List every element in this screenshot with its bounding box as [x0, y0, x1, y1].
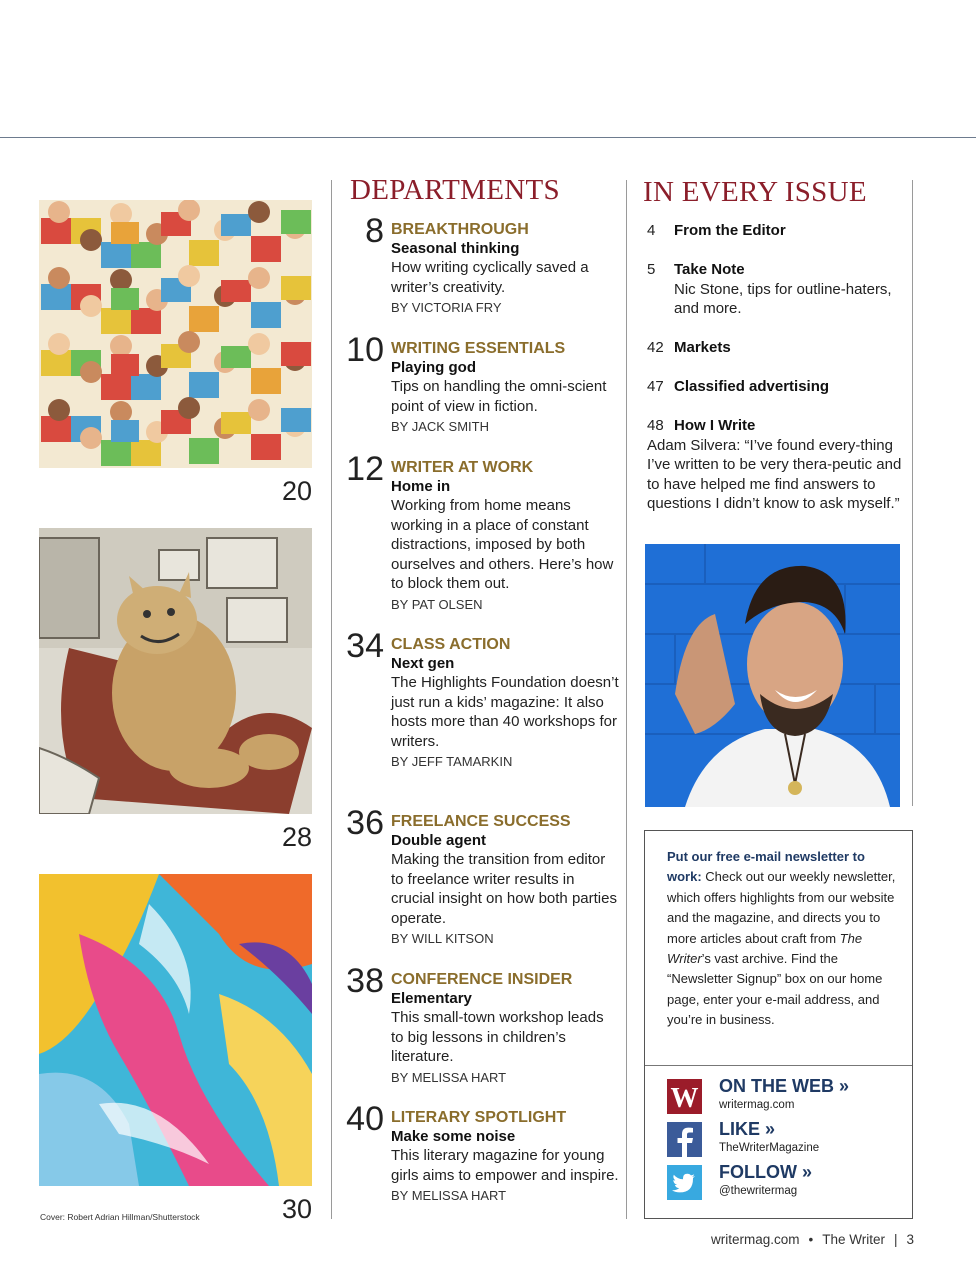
department-description: The Highlights Foundation doesn’t just run a kids’ magazine: It also hosts more than 40 workshops for writers.	[391, 674, 619, 750]
issue-item[interactable]	[647, 416, 909, 514]
department-article-title: Elementary	[391, 990, 472, 1007]
social-twitter-link[interactable]	[667, 1162, 907, 1201]
issue-title: From the Editor	[674, 222, 786, 239]
newsletter-body: ’s vast archive. Find the “Newsletter Signup” box on our home page, enter your e-mail address, and you’re in business.	[667, 951, 883, 1028]
issue-title: Markets	[674, 339, 731, 356]
newsletter-text	[667, 847, 897, 1031]
department-entry[interactable]	[340, 627, 620, 772]
department-page-number: 40	[346, 1100, 384, 1138]
author-portrait-photo	[645, 544, 900, 807]
social-handle: TheWriterMagazine	[719, 1142, 820, 1154]
issue-page-number: 48	[647, 417, 664, 434]
newsletter-body: Check out our weekly newsletter, which offers highlights from our website and the magazine, and directs you to more articles about craft from	[667, 869, 896, 946]
department-article-title: Playing god	[391, 359, 477, 376]
social-handle: @thewritermag	[719, 1185, 798, 1197]
picture-page-number: 30	[281, 1194, 312, 1224]
department-entry[interactable]	[340, 212, 620, 318]
department-byline: BY PAT OLSEN	[391, 596, 483, 612]
department-page-number: 8	[365, 212, 384, 250]
issue-page-number: 47	[647, 378, 664, 395]
department-entry[interactable]	[340, 1100, 620, 1206]
svg-text:W: W	[670, 1083, 699, 1114]
issue-page-number: 5	[647, 261, 656, 278]
department-article-title: Make some noise	[391, 1128, 516, 1145]
department-page-number: 38	[346, 962, 384, 1000]
footer-site[interactable]: writermag.com	[710, 1232, 800, 1247]
issue-title: Take Note	[674, 261, 745, 278]
department-page-number: 10	[346, 331, 384, 369]
department-page-number: 36	[346, 804, 384, 842]
issue-title: Classified advertising	[674, 378, 830, 395]
issue-item[interactable]	[647, 260, 909, 319]
social-web-link[interactable]	[667, 1076, 907, 1115]
column-divider	[626, 180, 627, 1219]
twitter-icon	[667, 1165, 702, 1200]
department-heading: BREAKTHROUGH	[391, 221, 529, 238]
social-handle: writermag.com	[719, 1099, 795, 1111]
facebook-icon	[667, 1122, 702, 1157]
department-description: This literary magazine for young girls aims to empower and inspire.	[391, 1147, 619, 1184]
department-heading: WRITER AT WORK	[391, 459, 534, 476]
department-entry[interactable]	[340, 331, 620, 437]
social-label: ON THE WEB »	[719, 1076, 850, 1096]
footer-page-number: 3	[906, 1232, 914, 1247]
department-heading: CONFERENCE INSIDER	[391, 971, 573, 988]
department-description: Tips on handling the omni-scient point of view in fiction.	[391, 378, 607, 415]
column-divider	[331, 180, 332, 1219]
department-heading: FREELANCE SUCCESS	[391, 813, 571, 830]
cover-abstract-paint-image	[39, 874, 312, 1186]
department-heading: CLASS ACTION	[391, 636, 511, 653]
monster-therapy-illustration	[39, 528, 312, 814]
department-article-title: Double agent	[391, 832, 487, 849]
issue-page-number: 42	[647, 339, 664, 356]
department-byline: BY JEFF TAMARKIN	[391, 754, 513, 769]
page-footer	[711, 1232, 914, 1247]
issue-item[interactable]	[647, 221, 909, 241]
department-description: Working from home means working in a place of constant distractions, imposed by both ourselves and others. Here’s how to block them out.	[391, 497, 614, 592]
magazine-name: The Writer	[667, 930, 863, 967]
department-byline: BY JACK SMITH	[391, 419, 490, 434]
social-label: LIKE »	[719, 1119, 776, 1139]
issue-page-number: 4	[647, 222, 656, 239]
department-article-title: Next gen	[391, 655, 455, 672]
issue-item[interactable]	[647, 338, 909, 358]
department-page-number: 12	[346, 450, 384, 488]
department-entry[interactable]	[340, 450, 620, 615]
departments-heading: DEPARTMENTS	[350, 174, 560, 206]
issue-description: Adam Silvera: “I’ve found every-thing I’ve written to be very thera-peutic and to have helped me find answers to questions I didn’t know to ask myself.”	[647, 436, 902, 512]
picture-page-number: 20	[281, 476, 312, 506]
department-page-number: 34	[346, 627, 384, 665]
picture-page-number: 28	[281, 822, 312, 852]
department-heading: WRITING ESSENTIALS	[391, 340, 566, 357]
department-description: How writing cyclically saved a writer’s creativity.	[391, 259, 589, 296]
footer-bullet: •	[808, 1232, 814, 1247]
readers-illustration	[39, 200, 312, 468]
footer-divider: |	[893, 1232, 898, 1247]
department-article-title: Home in	[391, 478, 451, 495]
cover-credit: Cover: Robert Adrian Hillman/Shutterstock	[40, 1212, 200, 1222]
issue-title: How I Write	[674, 417, 756, 434]
column-divider	[912, 180, 913, 806]
newsletter-box	[644, 830, 913, 1219]
footer-magazine: The Writer	[822, 1232, 885, 1247]
newsletter-divider	[645, 1065, 912, 1066]
department-byline: BY WILL KITSON	[391, 931, 494, 946]
in-every-issue-heading: IN EVERY ISSUE	[643, 176, 867, 208]
department-byline: BY VICTORIA FRY	[391, 300, 502, 315]
social-facebook-link[interactable]	[667, 1119, 907, 1158]
department-entry[interactable]	[340, 804, 620, 949]
writer-logo-icon	[667, 1079, 702, 1114]
department-description: Making the transition from editor to freelance writer results in crucial insight on how both parties operate.	[391, 851, 617, 927]
department-byline: BY MELISSA HART	[391, 1069, 507, 1085]
issue-description: Nic Stone, tips for outline-haters, and more.	[674, 280, 892, 317]
issue-item[interactable]	[647, 377, 909, 397]
department-entry[interactable]	[340, 962, 620, 1088]
department-description: This small-town workshop leads to big lessons in children’s literature.	[391, 1009, 604, 1065]
header-rule	[0, 137, 976, 138]
newsletter-lead: Put our free e-mail newsletter to work:	[667, 849, 865, 885]
department-byline: BY MELISSA HART	[391, 1188, 507, 1203]
department-heading: LITERARY SPOTLIGHT	[391, 1109, 567, 1126]
department-article-title: Seasonal thinking	[391, 240, 520, 257]
social-label: FOLLOW »	[719, 1162, 812, 1182]
